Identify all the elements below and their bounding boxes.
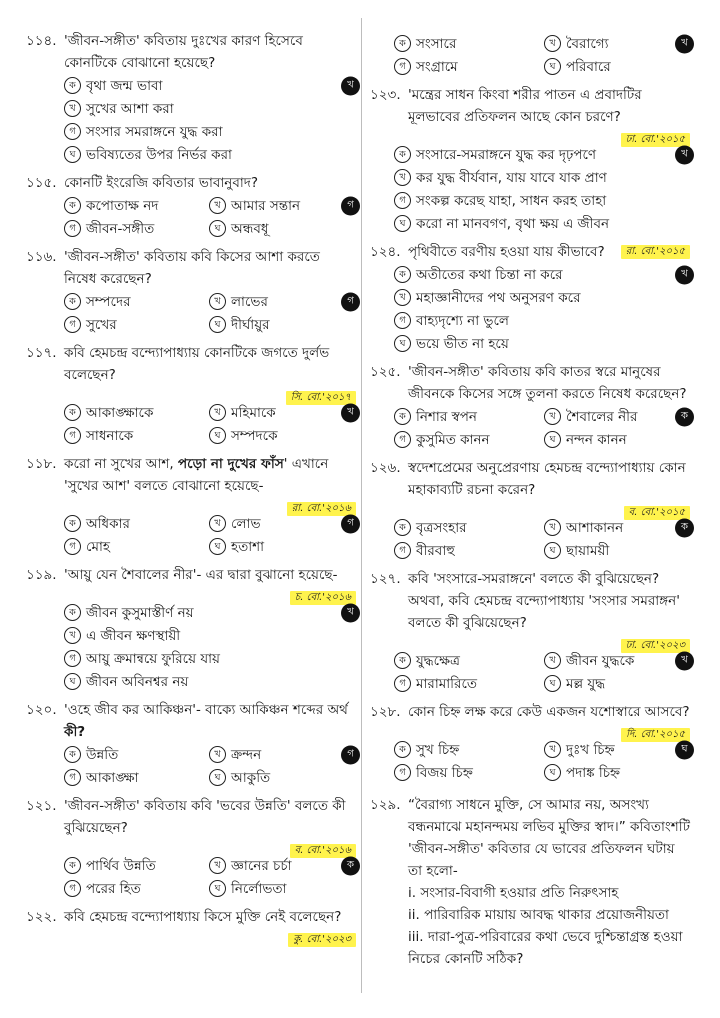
question-118	[26, 453, 356, 558]
option-mark: ঘ	[544, 431, 561, 448]
option-d[interactable]: ঘ মল্ল যুদ্ধ	[544, 673, 664, 695]
question-126	[370, 457, 690, 562]
question-129	[370, 794, 690, 970]
options	[64, 194, 356, 240]
option-mark: ঘ	[209, 220, 226, 237]
option-mark: গ	[64, 769, 81, 786]
question-text: 'আয়ু যেন শৈবালের নীর'- এর দ্বারা বুঝানো হয়েছে-	[64, 567, 338, 583]
option-mark: ক	[394, 652, 411, 669]
option-mark: গ	[64, 650, 81, 667]
option-mark: ঘ	[209, 769, 226, 786]
question-122	[26, 906, 356, 943]
option-mark: খ	[394, 289, 411, 306]
question-text: “বৈরাগ্য সাধনে মুক্তি, সে আমার নয়, অসংখ্য বন্ধনমাঝে মহানন্দময় লভিব মুক্তির স্বাদ।” কবিতাংশটি 'জীবন-সঙ্গীত' কবিতার যে ভাবের প্রতিফলন ঘটায় তা হলো-	[408, 797, 690, 879]
left-column	[26, 30, 356, 949]
option-d[interactable]: ঘ করো না মানবগণ, বৃথা ক্ষয় এ জীবন	[394, 213, 690, 235]
question-128	[370, 701, 690, 784]
option-mark: খ	[209, 746, 226, 763]
option-mark: ক	[64, 293, 81, 310]
option-b[interactable]: খ লোভ	[209, 513, 354, 535]
option-c[interactable]: গ জীবন-সঙ্গীত	[64, 218, 209, 240]
option-b[interactable]: খ জীবন যুদ্ধকে	[544, 650, 664, 672]
question-text: 'জীবন-সঙ্গীত' কবিতায় দুঃখের কারণ হিসেবে কোনটিকে বোঝানো হয়েছে?	[64, 33, 303, 71]
option-b[interactable]: খ মহাজ্ঞানীদের পথ অনুসরণ করে	[394, 287, 690, 309]
question-text: কবি হেমচন্দ্র বন্দ্যোপাধ্যায় কোনটিকে জগতে দুর্লভ বলেছেন?	[64, 345, 330, 383]
option-c[interactable]: গ বীরবাহু	[394, 540, 544, 562]
option-mark: ক	[64, 746, 81, 763]
option-mark: খ	[544, 741, 561, 758]
question-number: ১২৬.	[370, 460, 401, 476]
board-year-tag: সি. বো.'২০১৭	[286, 391, 356, 405]
option-mark: ক	[64, 604, 81, 621]
option-a[interactable]: ক বৃথা জন্ম ভাবা	[64, 75, 356, 97]
options	[64, 74, 356, 166]
answer-badge: ক	[341, 856, 360, 875]
option-a[interactable]: ক সম্পদের	[64, 291, 209, 313]
option-mark: ক	[64, 515, 81, 532]
question-number: ১২৫.	[370, 364, 401, 380]
question-119	[26, 564, 356, 693]
answer-badge: খ	[675, 651, 694, 670]
option-mark: গ	[394, 431, 411, 448]
option-mark: ঘ	[544, 58, 561, 75]
question-123	[370, 84, 690, 235]
question-121	[26, 795, 356, 900]
question-text: 'জীবন-সঙ্গীত' কবিতায় কবি 'ভবের উন্নতি' বলতে কী বুঝিয়েছেন?	[64, 798, 346, 836]
question-number: ১২০.	[26, 702, 57, 718]
option-mark: ক	[394, 35, 411, 52]
question-120	[26, 699, 356, 789]
question-text: কবি 'সংসারে-সমরাঙ্গনে' বলতে কী বুঝিয়েছেন? অথবা, কবি হেমচন্দ্র বন্দ্যোপাধ্যায় 'সংসার সমরাঙ্গন' বলতে কী বুঝিয়েছেন?	[408, 571, 680, 631]
statement-iii: iii. দারা-পুত্র-পরিবারের কথা ভেবে দুশ্চিন্তাগ্রস্ত হওয়া	[408, 929, 683, 945]
option-d[interactable]: ঘ দীর্ঘায়ুর	[209, 314, 354, 336]
options	[394, 738, 690, 784]
question-number: ১১৮.	[26, 456, 57, 472]
question-text: 'মন্ত্রের সাধন কিংবা শরীর পাতন এ প্রবাদটির মূলভাবের প্রতিফলন আছে কোন চরণে?	[408, 87, 642, 125]
option-a[interactable]: ক অতীতের কথা চিন্তা না করে	[394, 264, 690, 286]
option-d[interactable]: ঘ অন্ধবধূ	[209, 218, 354, 240]
option-c[interactable]: গ আয়ু ক্রমান্বয়ে ফুরিয়ে যায়	[64, 648, 356, 670]
question-115	[26, 172, 356, 240]
option-mark: গ	[394, 764, 411, 781]
option-mark: গ	[394, 675, 411, 692]
option-c[interactable]: গ বাহ্যদৃশ্যে না ভুলে	[394, 310, 690, 332]
answer-badge: ক	[675, 407, 694, 426]
column-divider	[361, 18, 362, 993]
option-mark: খ	[544, 652, 561, 669]
answer-badge: গ	[341, 514, 360, 533]
answer-badge: ক	[675, 518, 694, 537]
option-a[interactable]: ক কপোতাক্ষ নদ	[64, 195, 209, 217]
option-b[interactable]: খ দুঃখ চিহ্ন	[544, 739, 664, 761]
option-mark: খ	[209, 515, 226, 532]
option-a[interactable]: ক নিশার স্বপন	[394, 406, 544, 428]
statement-ii: ii. পারিবারিক মায়ায় আবদ্ধ থাকার প্রয়োজনীয়তা	[408, 907, 669, 923]
option-mark: খ	[394, 169, 411, 186]
option-b[interactable]: খ জ্ঞানের চর্চা	[209, 855, 354, 877]
option-mark: ঘ	[209, 316, 226, 333]
options	[64, 743, 356, 789]
question-124	[370, 241, 690, 355]
option-d[interactable]: ঘ সম্পদকে	[209, 425, 354, 447]
question-number: ১২২.	[26, 909, 57, 925]
option-b[interactable]: খ আমার সন্তান	[209, 195, 354, 217]
answer-badge: খ	[675, 265, 694, 284]
option-b[interactable]: খ মহিমাকে	[209, 402, 354, 424]
option-mark: খ	[209, 293, 226, 310]
option-a[interactable]: ক বৃত্রসংহার	[394, 517, 544, 539]
option-c[interactable]: গ পরের হিত	[64, 878, 209, 900]
board-year-tag: কু. বো.'২০২৩	[288, 933, 356, 947]
option-d[interactable]: ঘ নন্দন কানন	[544, 429, 664, 451]
option-a[interactable]: ক সংসারে	[394, 33, 544, 55]
option-mark: ঘ	[209, 538, 226, 555]
option-a[interactable]: ক যুদ্ধক্ষেত্র	[394, 650, 544, 672]
option-c[interactable]: গ সংকল্প করেছ যাহা, সাধন করহ তাহা	[394, 190, 690, 212]
question-text: স্বদেশপ্রেমের অনুপ্রেরণায় হেমচন্দ্র বন্দ্যোপাধ্যায় কোন মহাকাব্যটি রচনা করেন?	[408, 460, 686, 498]
option-c[interactable]: গ আকাঙ্ক্ষা	[64, 767, 209, 789]
options	[394, 143, 690, 235]
board-year-tag: চ. বো.'২০১৬	[290, 591, 356, 605]
options	[64, 290, 356, 336]
question-text: 'ওহে জীব কর আকিঞ্চন'- বাক্যে আকিঞ্চন শব্দের অর্থ কী?	[64, 702, 348, 740]
option-mark: গ	[64, 316, 81, 333]
options	[394, 263, 690, 355]
question-text: 'জীবন-সঙ্গীত' কবিতায় কবি কিসের আশা করতে নিষেধ করেছেন?	[64, 249, 320, 287]
answer-badge: খ	[341, 403, 360, 422]
option-a[interactable]: ক সংসারে-সমরাঙ্গনে যুদ্ধ কর দৃঢ়পণে	[394, 144, 690, 166]
option-c[interactable]: গ সংগ্রামে	[394, 56, 544, 78]
question-number: ১১৭.	[26, 345, 57, 361]
statement-i: i. সংসার-বিবাগী হওয়ার প্রতি নিরুৎসাহ	[408, 885, 619, 901]
option-mark: ঘ	[394, 215, 411, 232]
option-c[interactable]: গ সুখের	[64, 314, 209, 336]
option-mark: ঘ	[209, 880, 226, 897]
option-mark: ঘ	[64, 146, 81, 163]
option-b[interactable]: খ শৈবালের নীর	[544, 406, 664, 428]
option-c[interactable]: গ সংসার সমরাঙ্গনে যুদ্ধ করা	[64, 121, 356, 143]
option-mark: গ	[394, 192, 411, 209]
option-mark: গ	[64, 538, 81, 555]
option-d[interactable]: ঘ জীবন অবিনশ্বর নয়	[64, 671, 356, 693]
option-d[interactable]: ঘ আকুতি	[209, 767, 354, 789]
option-mark: ঘ	[394, 335, 411, 352]
answer-badge: খ	[341, 603, 360, 622]
option-mark: গ	[394, 542, 411, 559]
option-mark: ক	[64, 197, 81, 214]
option-b[interactable]: খ লাভের	[209, 291, 354, 313]
option-mark: ক	[394, 266, 411, 283]
option-c[interactable]: গ কুসুমিত কানন	[394, 429, 544, 451]
question-number: ১১৯.	[26, 567, 57, 583]
option-mark: গ	[64, 123, 81, 140]
board-year-tag: দি. বো.'২০১৫	[621, 728, 690, 742]
option-mark: খ	[544, 35, 561, 52]
options	[394, 649, 690, 695]
option-b[interactable]: খ আশাকানন	[544, 517, 664, 539]
option-c[interactable]: গ সাধনাকে	[64, 425, 209, 447]
question-117	[26, 342, 356, 447]
question-116	[26, 246, 356, 336]
option-d[interactable]: ঘ পরিবারে	[544, 56, 664, 78]
option-mark: ক	[394, 741, 411, 758]
answer-badge: খ	[675, 34, 694, 53]
option-mark: ক	[394, 408, 411, 425]
option-mark: গ	[64, 220, 81, 237]
option-mark: খ	[209, 197, 226, 214]
options	[64, 512, 356, 558]
question-number: ১১৬.	[26, 249, 57, 265]
question-number: ১২৩.	[370, 87, 401, 103]
option-a[interactable]: ক উন্নতি	[64, 744, 209, 766]
question-127	[370, 568, 690, 695]
board-year-tag: ব. বো.'২০১৬	[290, 844, 356, 858]
question-number: ১১৫.	[26, 175, 57, 191]
question-text: করো না সুখের আশ, পড়ো না দুখের ফাঁস' এখানে 'সুখের আশ' বলতে বোঝানো হয়েছে-	[64, 456, 329, 494]
option-c[interactable]: গ বিজয় চিহ্ন	[394, 762, 544, 784]
option-a[interactable]: ক অধিকার	[64, 513, 209, 535]
option-mark: ঘ	[64, 673, 81, 690]
question-number: ১২৯.	[370, 797, 401, 813]
options	[64, 401, 356, 447]
option-mark: খ	[544, 408, 561, 425]
question-number: ১১৪.	[26, 33, 57, 49]
question-tail: নিচের কোনটি সঠিক?	[408, 951, 524, 967]
question-122-options	[370, 32, 690, 78]
option-mark: খ	[544, 519, 561, 536]
question-text: পৃথিবীতে বরণীয় হওয়া যায় কীভাবে? রা. বো.'২০১৫	[408, 241, 690, 263]
board-year-tag: ঢা. বো.'২০২৩	[621, 639, 690, 653]
option-mark: ক	[64, 857, 81, 874]
question-114	[26, 30, 356, 166]
option-b[interactable]: খ বৈরাগ্যে	[544, 33, 664, 55]
option-mark: খ	[209, 404, 226, 421]
board-year-tag: ব. বো.'২০১৫	[624, 506, 690, 520]
option-mark: গ	[394, 312, 411, 329]
option-mark: খ	[64, 627, 81, 644]
option-mark: ক	[394, 519, 411, 536]
option-mark: গ	[64, 880, 81, 897]
option-mark: খ	[209, 857, 226, 874]
option-mark: ক	[64, 404, 81, 421]
question-number: ১২১.	[26, 798, 57, 814]
option-d[interactable]: ঘ ছায়াময়ী	[544, 540, 664, 562]
options	[394, 405, 690, 451]
question-text: 'জীবন-সঙ্গীত' কবিতায় কবি কাতর স্বরে মানুষের জীবনকে কিসের সঙ্গে তুলনা করতে নিষেধ করেছেন?	[408, 364, 687, 402]
answer-badge: গ	[341, 292, 360, 311]
option-a[interactable]: ক জীবন কুসুমাস্তীর্ণ নয়	[64, 602, 356, 624]
option-a[interactable]: ক পার্থিব উন্নতি	[64, 855, 209, 877]
question-125	[370, 361, 690, 451]
answer-badge: ঘ	[675, 740, 694, 759]
question-number: ১২৪.	[370, 244, 401, 260]
option-mark: খ	[64, 100, 81, 117]
answer-badge: খ	[341, 76, 360, 95]
answer-badge: গ	[341, 196, 360, 215]
option-b[interactable]: খ এ জীবন ক্ষণস্থায়ী	[64, 625, 356, 647]
question-number: ১২৭.	[370, 571, 401, 587]
options	[64, 854, 356, 900]
option-c[interactable]: গ মারামারিতে	[394, 673, 544, 695]
option-b[interactable]: খ কর যুদ্ধ বীর্যবান, যায় যাবে যাক প্রাণ	[394, 167, 690, 189]
answer-badge: খ	[675, 145, 694, 164]
option-mark: গ	[64, 427, 81, 444]
question-text: কবি হেমচন্দ্র বন্দ্যোপাধ্যায় কিসে মুক্তি নেই বলেছেন?	[64, 909, 342, 925]
answer-badge: গ	[341, 745, 360, 764]
option-d[interactable]: ঘ নির্লোভতা	[209, 878, 354, 900]
option-mark: গ	[394, 58, 411, 75]
option-b[interactable]: খ ক্রন্দন	[209, 744, 354, 766]
options	[64, 601, 356, 693]
options	[394, 516, 690, 562]
right-column	[370, 32, 690, 976]
option-mark: ক	[64, 77, 81, 94]
option-c[interactable]: গ মোহ	[64, 536, 209, 558]
question-number: ১২৮.	[370, 704, 401, 720]
question-text: কোন চিহ্ন লক্ষ করে কেউ একজন যশোস্বারে আসবে?	[408, 704, 690, 720]
options	[394, 32, 690, 78]
option-d[interactable]: ঘ হতাশা	[209, 536, 354, 558]
option-d[interactable]: ঘ পদাঙ্ক চিহ্ন	[544, 762, 664, 784]
question-text: কোনটি ইংরেজি কবিতার ভাবানুবাদ?	[64, 175, 259, 191]
board-year-tag: ঢা. বো.'২০১৫	[621, 133, 690, 147]
option-a[interactable]: ক সুখ চিহ্ন	[394, 739, 544, 761]
board-year-tag: রা. বো.'২০১৬	[287, 502, 356, 516]
option-a[interactable]: ক আকাঙ্ক্ষাকে	[64, 402, 209, 424]
option-mark: ঘ	[544, 764, 561, 781]
option-mark: ঘ	[209, 427, 226, 444]
board-year-tag: রা. বো.'২০১৫	[621, 245, 690, 259]
option-d[interactable]: ঘ ভবিষ্যতের উপর নির্ভর করা	[64, 144, 356, 166]
option-d[interactable]: ঘ ভয়ে ভীত না হয়ে	[394, 333, 690, 355]
option-b[interactable]: খ সুখের আশা করা	[64, 98, 356, 120]
option-mark: ক	[394, 146, 411, 163]
option-mark: ঘ	[544, 675, 561, 692]
option-mark: ঘ	[544, 542, 561, 559]
